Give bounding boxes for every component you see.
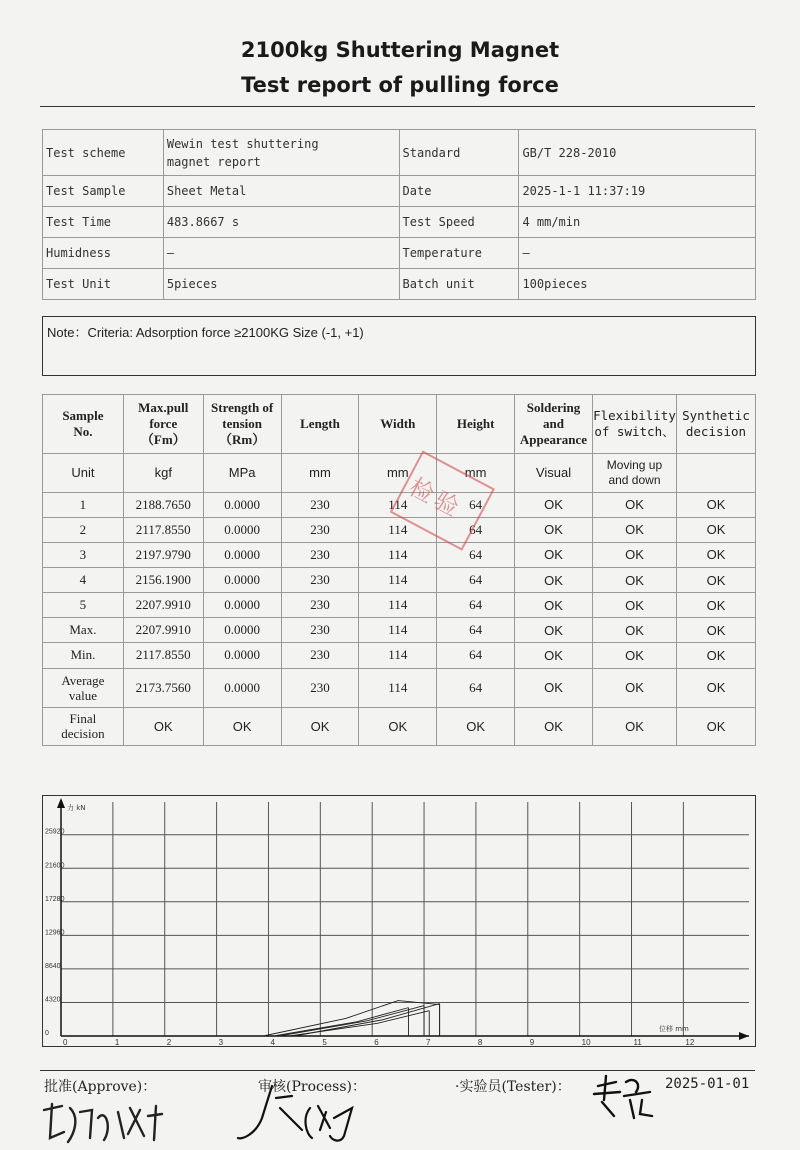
result-row	[43, 618, 756, 643]
result-cell-label: 3	[43, 542, 124, 567]
result-cell-fm: 2207.9910	[123, 618, 203, 643]
date-label: Date	[399, 176, 519, 207]
header-synthetic: Synthetic decision	[676, 395, 755, 454]
header-soldering: Soldering and Appearance	[515, 395, 593, 454]
unit-soldering: Visual	[515, 454, 593, 492]
result-cell-soldering: OK	[515, 567, 593, 592]
result-cell-fm: 2207.9910	[123, 593, 203, 618]
result-cell-flex: OK	[592, 542, 676, 567]
result-cell-rm: 0.0000	[203, 643, 281, 668]
result-cell-synth: OK	[676, 643, 755, 668]
result-cell-length: 230	[281, 593, 359, 618]
final-decision-row	[43, 707, 756, 745]
report-title-line2: Test report of pulling force	[241, 73, 559, 97]
average-fm: 2173.7560	[123, 668, 203, 707]
result-cell-flex: OK	[592, 593, 676, 618]
header-sample-no: Sample No.	[43, 395, 124, 454]
average-width: 114	[359, 668, 437, 707]
final-width: OK	[359, 707, 437, 745]
result-cell-fm: 2117.8550	[123, 643, 203, 668]
test-speed-label: Test Speed	[399, 207, 519, 238]
result-cell-flex: OK	[592, 517, 676, 542]
tester-date: 2025-01-01	[665, 1076, 750, 1092]
result-cell-width: 114	[359, 593, 437, 618]
test-unit-value: 5pieces	[163, 269, 399, 300]
result-cell-length: 230	[281, 567, 359, 592]
final-fm: OK	[123, 707, 203, 745]
test-scheme-value: Wewin test shuttering magnet report	[163, 130, 399, 176]
result-cell-label: 2	[43, 517, 124, 542]
unit-width: mm	[359, 454, 437, 492]
chart-series-line	[263, 1001, 439, 1036]
average-soldering: OK	[515, 668, 593, 707]
results-header-row	[43, 395, 756, 454]
humidness-label: Humidness	[43, 238, 164, 269]
unit-sample: Unit	[43, 454, 124, 492]
info-table	[42, 129, 756, 300]
force-displacement-chart	[42, 795, 756, 1047]
result-cell-width: 114	[359, 618, 437, 643]
final-rm: OK	[203, 707, 281, 745]
chart-x-tick-label: 3	[218, 1038, 224, 1047]
unit-height: mm	[437, 454, 515, 492]
signature-divider	[40, 1070, 755, 1071]
test-unit-label: Test Unit	[43, 269, 164, 300]
standard-label: Standard	[399, 130, 519, 176]
result-cell-label: 4	[43, 567, 124, 592]
chart-x-tick-label: 12	[685, 1038, 695, 1047]
final-synth: OK	[676, 707, 755, 745]
test-speed-value: 4 mm/min	[519, 207, 756, 238]
result-cell-rm: 0.0000	[203, 517, 281, 542]
batch-unit-label: Batch unit	[399, 269, 519, 300]
temperature-label: Temperature	[399, 238, 519, 269]
result-cell-label: 5	[43, 593, 124, 618]
result-cell-fm: 2197.9790	[123, 542, 203, 567]
result-cell-length: 230	[281, 517, 359, 542]
chart-x-arrow	[739, 1032, 749, 1040]
chart-y-tick-label: 21600	[45, 862, 65, 870]
criteria-note: Note：Criteria: Adsorption force ≥2100KG Size (-1, +1)	[42, 316, 756, 376]
header-length: Length	[281, 395, 359, 454]
result-cell-flex: OK	[592, 567, 676, 592]
result-cell-soldering: OK	[515, 517, 593, 542]
average-rm: 0.0000	[203, 668, 281, 707]
result-cell-flex: OK	[592, 618, 676, 643]
date-value: 2025-1-1 11:37:19	[519, 176, 756, 207]
result-cell-label: Min.	[43, 643, 124, 668]
result-cell-height: 64	[437, 618, 515, 643]
result-cell-fm: 2188.7650	[123, 492, 203, 517]
result-cell-rm: 0.0000	[203, 618, 281, 643]
result-cell-soldering: OK	[515, 593, 593, 618]
unit-strength: MPa	[203, 454, 281, 492]
chart-x-tick-label: 6	[374, 1038, 379, 1047]
final-length: OK	[281, 707, 359, 745]
unit-synthetic	[676, 454, 755, 492]
header-height: Height	[437, 395, 515, 454]
result-cell-width: 114	[359, 542, 437, 567]
chart-x-tick-label: 2	[166, 1038, 172, 1047]
chart-x-tick-label: 10	[581, 1038, 591, 1047]
result-cell-fm: 2117.8550	[123, 517, 203, 542]
result-cell-fm: 2156.1900	[123, 567, 203, 592]
result-cell-width: 114	[359, 517, 437, 542]
tester-signature	[590, 1072, 662, 1122]
chart-y-tick-label: 25920	[45, 828, 65, 836]
chart-svg	[43, 796, 757, 1048]
result-cell-width: 114	[359, 492, 437, 517]
result-cell-flex: OK	[592, 643, 676, 668]
test-scheme-label: Test scheme	[43, 130, 164, 176]
chart-y-tick-label: 0	[45, 1030, 49, 1037]
result-cell-synth: OK	[676, 517, 755, 542]
average-length: 230	[281, 668, 359, 707]
average-flex: OK	[592, 668, 676, 707]
result-row	[43, 567, 756, 592]
process-label: 审核(Process)：	[258, 1079, 366, 1095]
result-row	[43, 542, 756, 567]
report-title-line1: 2100kg Shuttering Magnet	[240, 38, 560, 62]
final-height: OK	[437, 707, 515, 745]
test-time-value: 483.8667 s	[163, 207, 399, 238]
chart-series-line	[274, 1008, 409, 1036]
results-table	[42, 394, 756, 746]
result-cell-synth: OK	[676, 567, 755, 592]
result-cell-height: 64	[437, 542, 515, 567]
result-cell-label: Max.	[43, 618, 124, 643]
approve-signature	[40, 1098, 180, 1148]
result-cell-synth: OK	[676, 542, 755, 567]
result-cell-synth: OK	[676, 618, 755, 643]
result-cell-rm: 0.0000	[203, 567, 281, 592]
final-label: Final decision	[43, 707, 124, 745]
result-cell-height: 64	[437, 643, 515, 668]
result-cell-length: 230	[281, 492, 359, 517]
average-synth: OK	[676, 668, 755, 707]
chart-series-line	[294, 1004, 439, 1036]
result-cell-rm: 0.0000	[203, 542, 281, 567]
header-flexibility: Flexibility of switch、	[592, 395, 676, 454]
result-cell-length: 230	[281, 618, 359, 643]
chart-y-arrow	[57, 798, 65, 808]
result-cell-synth: OK	[676, 593, 755, 618]
result-row	[43, 593, 756, 618]
result-cell-flex: OK	[592, 492, 676, 517]
header-max-pull: Max.pull force （Fm）	[123, 395, 203, 454]
chart-x-tick-label: 0	[63, 1038, 68, 1047]
approve-label: 批准(Approve)：	[44, 1079, 157, 1095]
chart-x-tick-label: 9	[529, 1038, 535, 1047]
result-cell-soldering: OK	[515, 492, 593, 517]
chart-x-tick-label: 7	[426, 1038, 431, 1047]
result-cell-rm: 0.0000	[203, 593, 281, 618]
results-unit-row	[43, 454, 756, 492]
unit-flexibility: Moving up and down	[592, 454, 676, 492]
humidness-value: –	[163, 238, 399, 269]
header-width: Width	[359, 395, 437, 454]
chart-x-tick-label: 5	[322, 1038, 327, 1047]
result-cell-width: 114	[359, 643, 437, 668]
chart-y-tick-label: 12960	[45, 929, 65, 937]
chart-y-unit-label: 力 kN	[67, 804, 86, 812]
result-cell-length: 230	[281, 643, 359, 668]
test-sample-value: Sheet Metal	[163, 176, 399, 207]
result-row	[43, 643, 756, 668]
test-sample-label: Test Sample	[43, 176, 164, 207]
result-cell-height: 64	[437, 517, 515, 542]
result-cell-rm: 0.0000	[203, 492, 281, 517]
test-time-label: Test Time	[43, 207, 164, 238]
chart-y-tick-label: 8640	[45, 962, 61, 970]
average-label: Average value	[43, 668, 124, 707]
batch-unit-value: 100pieces	[519, 269, 756, 300]
chart-x-tick-label: 8	[477, 1038, 483, 1047]
result-cell-length: 230	[281, 542, 359, 567]
result-cell-soldering: OK	[515, 643, 593, 668]
tester-label: ·实验员(Tester)：	[455, 1079, 571, 1095]
result-cell-height: 64	[437, 567, 515, 592]
final-flex: OK	[592, 707, 676, 745]
chart-x-tick-label: 1	[114, 1038, 120, 1047]
result-cell-soldering: OK	[515, 542, 593, 567]
chart-x-tick-label: 4	[270, 1038, 275, 1047]
standard-value: GB/T 228-2010	[519, 130, 756, 176]
average-height: 64	[437, 668, 515, 707]
temperature-value: –	[519, 238, 756, 269]
header-strength: Strength of tension （Rm）	[203, 395, 281, 454]
result-cell-height: 64	[437, 593, 515, 618]
result-cell-width: 114	[359, 567, 437, 592]
final-soldering: OK	[515, 707, 593, 745]
title-divider	[40, 106, 755, 107]
chart-y-tick-label: 17280	[45, 895, 65, 903]
chart-x-tick-label: 11	[633, 1038, 642, 1047]
unit-length: mm	[281, 454, 359, 492]
result-cell-soldering: OK	[515, 618, 593, 643]
chart-x-unit-label: 位移 mm	[659, 1025, 689, 1033]
result-cell-synth: OK	[676, 492, 755, 517]
result-cell-label: 1	[43, 492, 124, 517]
result-row	[43, 517, 756, 542]
stamp-text: 检验	[404, 472, 467, 524]
result-row	[43, 492, 756, 517]
unit-max-pull: kgf	[123, 454, 203, 492]
chart-y-tick-label: 4320	[45, 996, 61, 1004]
average-row	[43, 668, 756, 707]
result-cell-height: 64	[437, 492, 515, 517]
